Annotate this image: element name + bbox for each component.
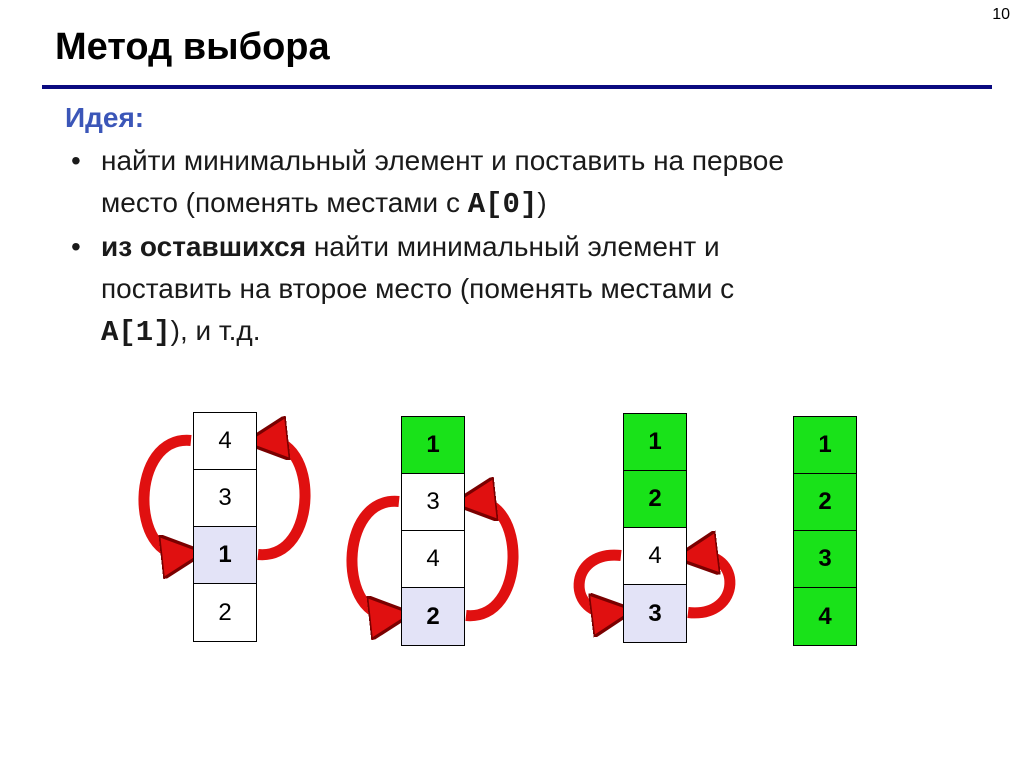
- array-step-2: [401, 416, 465, 646]
- array-cell: 3: [402, 474, 464, 531]
- idea-heading: Идея:: [65, 102, 145, 133]
- bullet-dot: •: [71, 145, 81, 176]
- swap-arrow-up: [466, 501, 513, 615]
- swap-arrow-down: [144, 440, 191, 554]
- array-cell: 1: [624, 414, 686, 471]
- array-cell: 3: [624, 585, 686, 642]
- array-cell: 2: [194, 584, 256, 641]
- swap-arrow-down: [579, 555, 621, 613]
- bullet-2-bold-text: из оставшихся: [101, 231, 307, 262]
- array-step-1: [193, 412, 257, 642]
- bullet-dot: •: [71, 231, 81, 262]
- slide-title: Метод выбора: [55, 26, 330, 68]
- bullet-item-1: [65, 140, 965, 226]
- array-cell: 2: [624, 471, 686, 528]
- code-a0: A[0]: [467, 188, 538, 221]
- bullet-2-line-1-rest: найти минимальный элемент и: [306, 231, 720, 262]
- bullet-2-line-3-suffix: ), и т.д.: [170, 315, 261, 346]
- array-cell: 1: [194, 527, 256, 584]
- bullet-1-line-2-suffix: ): [537, 187, 547, 218]
- bullet-1-line-1: найти минимальный элемент и поставить на первое: [101, 145, 784, 176]
- swap-arrow-up: [258, 440, 305, 554]
- bullet-1-line-2-prefix: место (поменять местами с: [101, 187, 468, 218]
- array-cell: 1: [402, 417, 464, 474]
- bullet-2-line-2: поставить на второе место (поменять местами с: [101, 273, 735, 304]
- array-cell: 4: [194, 413, 256, 470]
- array-cell: 3: [794, 531, 856, 588]
- array-cell: 4: [794, 588, 856, 645]
- code-a1: A[1]: [101, 316, 171, 349]
- array-step-3: [623, 413, 687, 643]
- array-cell: 2: [402, 588, 464, 645]
- array-cell: 3: [194, 470, 256, 527]
- bullet-item-2: [65, 226, 965, 354]
- array-cell: 4: [624, 528, 686, 585]
- page-number: 10: [992, 6, 1010, 23]
- idea-bullet-list: [65, 140, 965, 354]
- array-step-4: [793, 416, 857, 646]
- array-cell: 2: [794, 474, 856, 531]
- swap-arrow-down: [352, 501, 399, 615]
- array-cell: 1: [794, 417, 856, 474]
- title-underline: [42, 85, 992, 89]
- swap-arrow-up: [688, 555, 730, 613]
- array-cell: 4: [402, 531, 464, 588]
